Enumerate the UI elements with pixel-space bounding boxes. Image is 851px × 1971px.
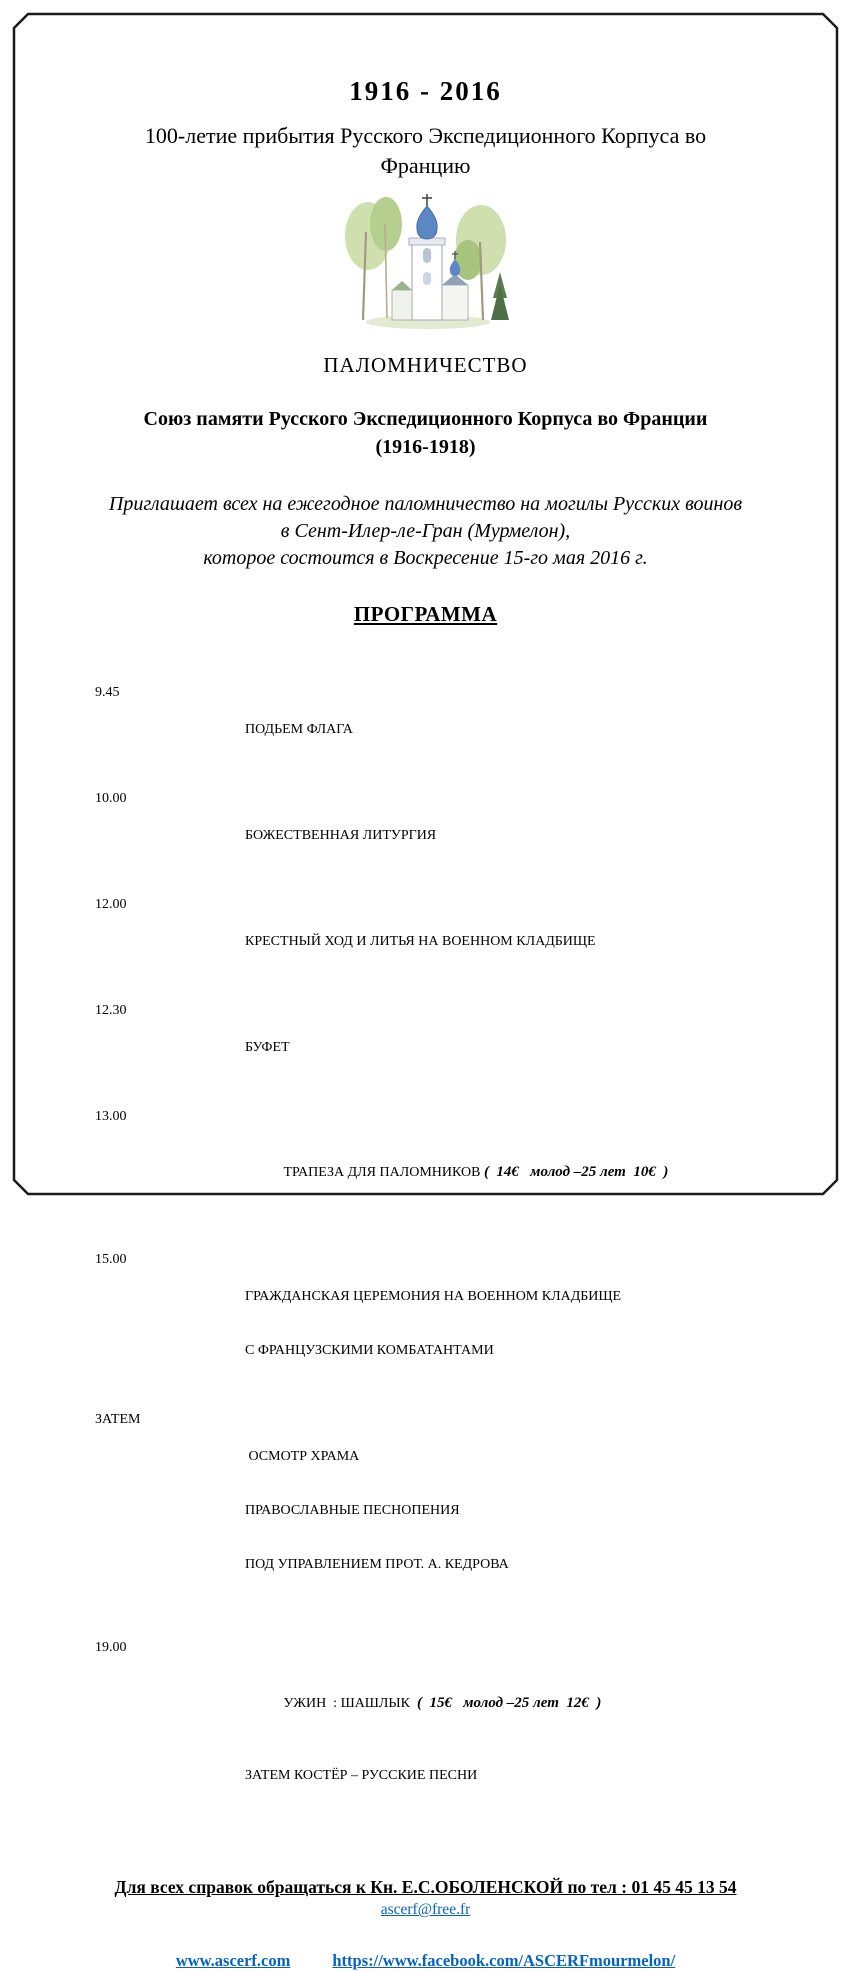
program-time: 15.00: [95, 1252, 127, 1268]
invitation-line1: Приглашает всех на ежегодное паломничество на могилы Русских воинов: [108, 493, 743, 516]
facebook-link[interactable]: https://www.facebook.com/ASCERFmourmelon/: [332, 1951, 676, 1971]
pilgrimage-heading: ПАЛОМНИЧЕСТВО: [323, 353, 528, 378]
program-activity: БУФЕТ: [245, 1040, 290, 1056]
program-row: [95, 685, 811, 775]
flyer-content: [40, 40, 811, 1971]
program-time: 13.00: [95, 1109, 127, 1125]
union-name: [40, 405, 811, 461]
program-activity: ГРАЖДАНСКАЯ ЦЕРЕМОНИЯ НА ВОЕННОМ КЛАДБИЩЕ: [245, 1289, 622, 1305]
contact-info: Для всех справок обращаться к Кн. Е.С.ОБОЛЕНСКОЙ по тел : 01 45 45 13 54: [114, 1877, 737, 1898]
invitation-text: [40, 491, 811, 572]
page-subtitle: [40, 121, 811, 180]
program-row: [95, 1109, 811, 1236]
church-illustration: [40, 188, 811, 339]
program-activity: ПРАВОСЛАВНЫЕ ПЕСНОПЕНИЯ: [245, 1503, 460, 1519]
program-row: [95, 1640, 811, 1821]
page-subtitle-line1: 100-летие прибытия Русского Экспедиционного Корпуса во: [144, 123, 707, 148]
program-price: ( 14€ молод –25 лет 10€ ): [483, 1164, 669, 1181]
email-link[interactable]: ascerf@free.fr: [380, 1901, 471, 1919]
program-price: ( 15€ молод –25 лет 12€ ): [416, 1695, 602, 1712]
program-activity: С ФРАНЦУЗСКИМИ КОМБАТАНТАМИ: [245, 1343, 494, 1359]
program-row: [95, 1003, 811, 1093]
invitation-line2: в Сент-Илер-ле-Гран (Мурмелон),: [280, 520, 571, 543]
program-activity: ТРАПЕЗА ДЛЯ ПАЛОМНИКОВ: [280, 1165, 484, 1181]
union-name-line2: (1916-1918): [375, 436, 476, 459]
page-title-years: 1916 - 2016: [349, 76, 502, 106]
program-row: [95, 791, 811, 881]
program-activity: ОСМОТР ХРАМА: [245, 1449, 360, 1465]
program-heading: ПРОГРАММА: [353, 602, 498, 627]
program-activity: ЗАТЕМ КОСТЁР – РУССКИЕ ПЕСНИ: [245, 1768, 478, 1784]
invitation-line3: которое состоится в Воскресение 15-го мая 2016 г.: [203, 547, 648, 570]
program-time: 12.30: [95, 1003, 127, 1019]
program-time: ЗАТЕМ: [95, 1412, 141, 1428]
program-row: [95, 897, 811, 987]
program-time: 12.00: [95, 897, 127, 913]
program-row: [95, 1252, 811, 1396]
website-link[interactable]: www.ascerf.com: [175, 1951, 291, 1971]
program-time: 19.00: [95, 1640, 127, 1656]
program-activity: ПОД УПРАВЛЕНИЕМ ПРОТ. А. КЕДРОВА: [245, 1557, 509, 1573]
page-subtitle-line2: Францию: [380, 152, 471, 178]
program-time: 9.45: [95, 685, 120, 701]
program-row: [95, 1412, 811, 1610]
union-name-line1: Союз памяти Русского Экспедиционного Корпуса во Франции: [143, 408, 708, 431]
program-activity: БОЖЕСТВЕННАЯ ЛИТУРГИЯ: [245, 828, 437, 844]
program-activity: КРЕСТНЫЙ ХОД И ЛИТЬЯ НА ВОЕННОМ КЛАДБИЩЕ: [245, 934, 596, 950]
program-list: [95, 685, 811, 1821]
program-time: 10.00: [95, 791, 127, 807]
program-activity: УЖИН : ШАШЛЫК: [280, 1696, 417, 1712]
program-activity: ПОДЬЕМ ФЛАГА: [245, 722, 353, 738]
